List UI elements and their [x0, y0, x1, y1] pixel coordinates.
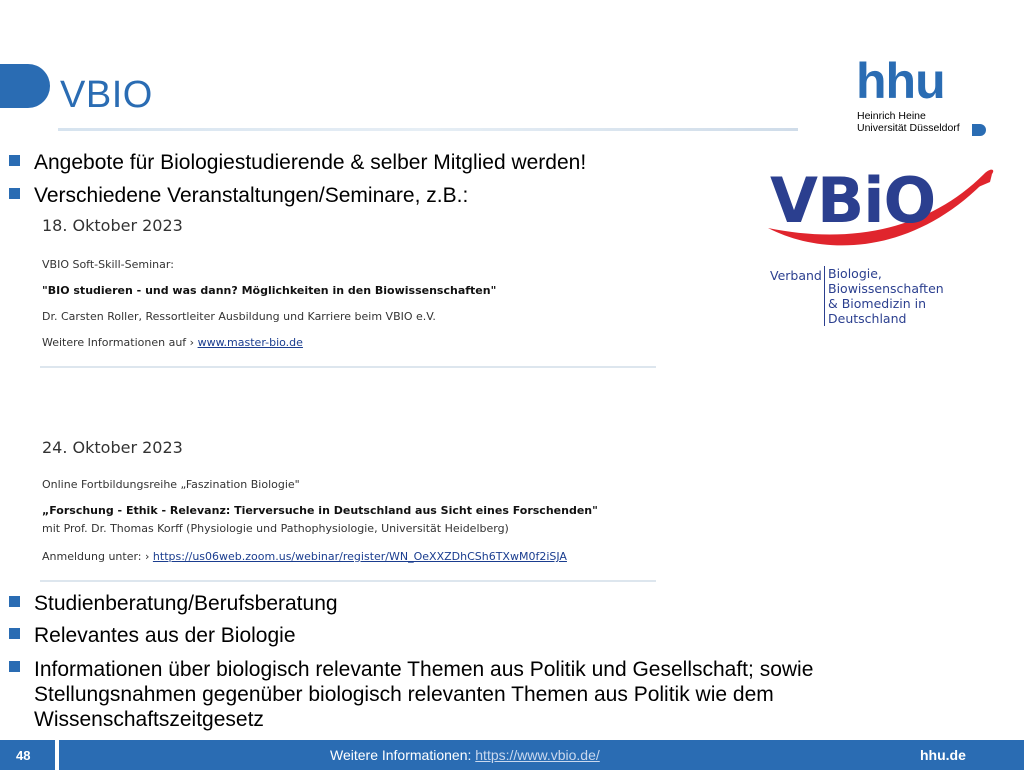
event-divider: [40, 366, 656, 368]
footer-info-link[interactable]: https://www.vbio.de/: [475, 747, 600, 763]
hhu-logo-dot: [972, 124, 986, 136]
event-link[interactable]: www.master-bio.de: [197, 336, 303, 349]
bullet-text-line2: Stellungsnahmen gegenüber biologisch relevanten Themen aus Politik wie dem: [34, 683, 774, 706]
bullet-text: Verschiedene Veranstaltungen/Seminare, z.B.:: [34, 184, 469, 207]
vbio-logo-caption-line1: Biologie, Biowissenschaften: [828, 266, 944, 296]
event-card: [40, 214, 656, 370]
title-accent-tab: [0, 64, 50, 108]
bullet-text-line3: Wissenschaftszeitgesetz: [34, 708, 264, 731]
vbio-logo-wordmark: VBiO: [770, 164, 936, 237]
bullet-square-icon: [9, 628, 20, 639]
bullet-text: Angebote für Biologiestudierende & selber Mitglied werden!: [34, 151, 587, 174]
page-number: 48: [16, 748, 31, 763]
bullet-text: Studienberatung/Berufsberatung: [34, 592, 338, 615]
footer-separator: [55, 740, 59, 770]
vbio-logo-caption-line2: & Biomedizin in Deutschland: [828, 296, 927, 326]
footer-info: [330, 747, 600, 763]
hhu-logo: [856, 53, 996, 138]
event-date: 24. Oktober 2023: [42, 438, 183, 457]
event-title: "BIO studieren - und was dann? Möglichkeiten in den Biowissenschaften": [42, 284, 497, 297]
event-divider: [40, 580, 656, 582]
hhu-logo-wordmark: hhu: [856, 53, 945, 109]
footer-brand: hhu.de: [920, 747, 966, 763]
event-speaker: mit Prof. Dr. Thomas Korff (Physiologie und Pathophysiologie, Universität Heidelberg): [42, 522, 509, 535]
event-link-row: [42, 550, 567, 563]
vbio-logo: [766, 164, 1000, 326]
bullet-text: [34, 657, 813, 732]
hhu-logo-line1: Heinrich Heine: [857, 110, 926, 122]
event-speaker: Dr. Carsten Roller, Ressortleiter Ausbildung und Karriere beim VBIO e.V.: [42, 310, 436, 323]
slide-title: VBIO: [60, 74, 153, 116]
vbio-logo-caption-right: [824, 266, 1000, 326]
bullet-square-icon: [9, 188, 20, 199]
hhu-logo-subtitle: [857, 110, 960, 134]
bullet-text: Relevantes aus der Biologie: [34, 624, 296, 647]
event-link-prefix: Weitere Informationen auf ›: [42, 336, 198, 349]
event-card: [40, 436, 656, 586]
bullet-text-line1: Informationen über biologisch relevante Themen aus Politik und Gesellschaft; sowie: [34, 658, 814, 681]
vbio-logo-caption-left: Verband: [770, 268, 822, 283]
event-link-row: [42, 336, 303, 349]
title-underline: [58, 128, 798, 131]
event-link-prefix: Anmeldung unter: ›: [42, 550, 153, 563]
hhu-logo-line2: Universität Düsseldorf: [857, 122, 960, 134]
bullet-square-icon: [9, 155, 20, 166]
event-link[interactable]: https://us06web.zoom.us/webinar/register/WN_OeXXZDhCSh6TXwM0f2iSJA: [152, 550, 567, 563]
event-date: 18. Oktober 2023: [42, 216, 183, 235]
event-category: Online Fortbildungsreihe „Faszination Biologie": [42, 478, 300, 491]
footer-info-label: Weitere Informationen:: [330, 747, 476, 763]
bullet-square-icon: [9, 661, 20, 672]
bullet-square-icon: [9, 596, 20, 607]
event-title: „Forschung - Ethik - Relevanz: Tierversuche in Deutschland aus Sicht eines Forschenden": [42, 504, 598, 517]
event-category: VBIO Soft-Skill-Seminar:: [42, 258, 174, 271]
